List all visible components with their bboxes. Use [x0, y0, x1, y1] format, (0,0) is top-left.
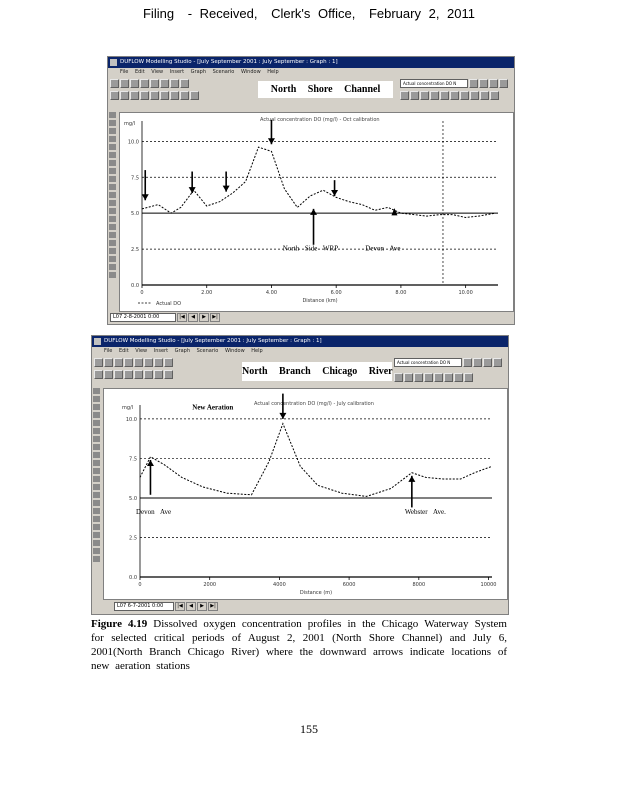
label-icon[interactable] — [93, 532, 100, 538]
page-header — [0, 6, 618, 21]
menu-help[interactable]: Help — [251, 348, 263, 354]
open-icon[interactable] — [120, 79, 129, 88]
save-icon[interactable] — [114, 358, 123, 367]
play-icon[interactable] — [400, 91, 409, 100]
discharge-icon[interactable] — [109, 208, 116, 214]
menu-graph[interactable]: Graph — [174, 348, 190, 354]
x-axis-label: Distance (m) — [299, 590, 333, 596]
siphon-icon[interactable] — [93, 468, 100, 474]
hand-icon[interactable] — [93, 412, 100, 418]
menu-view[interactable]: View — [151, 69, 164, 75]
print-icon[interactable] — [450, 91, 459, 100]
y-axis-label: mg/l — [122, 405, 134, 411]
new-aeration-note: New Aeration — [192, 403, 234, 412]
toolbar-right — [394, 357, 502, 368]
y-tick-label: 5.0 — [129, 495, 137, 502]
grid-icon[interactable] — [114, 370, 123, 379]
toolbar-right-2 — [400, 90, 499, 101]
zoom-in-icon[interactable] — [93, 396, 100, 402]
chart-icon[interactable] — [489, 79, 498, 88]
menu-view[interactable]: View — [135, 348, 148, 354]
x-tick-label: 4.00 — [265, 290, 278, 296]
left-tool-strip — [109, 112, 118, 278]
layer-icon[interactable] — [493, 358, 502, 367]
series-line — [142, 147, 495, 217]
pointer-icon[interactable] — [93, 388, 100, 394]
level-icon[interactable] — [93, 492, 100, 498]
y-tick-label: 2.5 — [129, 535, 137, 542]
next-icon[interactable]: ▶ — [199, 313, 209, 322]
menu-insert[interactable]: Insert — [169, 69, 185, 75]
y-axis-label: mg/l — [124, 121, 136, 127]
pan-icon[interactable] — [144, 370, 153, 379]
cut-icon[interactable] — [134, 358, 143, 367]
status-bar-2 — [114, 601, 218, 611]
pan-icon[interactable] — [160, 91, 169, 100]
x-tick-label: 8000 — [412, 582, 426, 588]
station-label-webster: Webster Ave. — [404, 507, 446, 516]
x-tick-label: 2.00 — [201, 290, 213, 296]
help-icon[interactable] — [464, 373, 473, 382]
station-icon[interactable] — [109, 248, 116, 254]
y-tick-label: 2.5 — [131, 247, 139, 254]
label-icon[interactable] — [109, 256, 116, 262]
header-office: Clerk's Office, — [271, 6, 356, 21]
grid-icon[interactable] — [130, 91, 139, 100]
prev-icon[interactable]: ◀ — [186, 602, 196, 611]
copy-icon[interactable] — [160, 79, 169, 88]
map-icon[interactable] — [440, 91, 449, 100]
print-icon[interactable] — [140, 79, 149, 88]
first-icon[interactable]: |◀ — [177, 313, 187, 322]
variable-dropdown[interactable]: Actual concentration DO N — [400, 79, 468, 88]
load-icon[interactable] — [109, 224, 116, 230]
print-icon[interactable] — [124, 358, 133, 367]
aeration-arrow-head — [189, 187, 196, 193]
paste-icon[interactable] — [170, 79, 179, 88]
station-arrow-head — [408, 476, 415, 482]
station-label-north-side: North Side WRP — [282, 244, 339, 253]
window-title: DUFLOW Modelling Studio - [July September 2001 : July September : Graph : 1] — [120, 59, 338, 65]
zoom-in-icon[interactable] — [109, 120, 116, 126]
toolbar-left-2 — [110, 90, 199, 101]
app-icon — [94, 338, 101, 345]
toolbar-right-2 — [394, 372, 473, 383]
time-field[interactable]: L07 6-7-2001 0:00 — [114, 602, 174, 611]
weir-icon[interactable] — [93, 436, 100, 442]
x-tick-label: 6000 — [342, 582, 356, 588]
time-field[interactable]: L07 2-8-2001 0:00 — [110, 313, 176, 322]
layer-icon[interactable] — [140, 91, 149, 100]
x-tick-label: 10.00 — [458, 290, 473, 296]
layer-icon[interactable] — [499, 79, 508, 88]
station-label-devon: Devon Ave — [365, 244, 401, 253]
chart-icon[interactable] — [483, 358, 492, 367]
menu-window[interactable]: Window — [240, 69, 261, 75]
aeration-arrow-head — [268, 138, 275, 144]
status-bar-1 — [110, 312, 220, 322]
graph-icon[interactable] — [94, 370, 103, 379]
x-tick-label: 0 — [140, 290, 144, 296]
last-icon[interactable]: ▶| — [208, 602, 218, 611]
aeration-arrow-head — [331, 190, 338, 196]
delete-icon[interactable] — [109, 272, 116, 278]
menu-window[interactable]: Window — [224, 348, 245, 354]
section-icon[interactable] — [93, 428, 100, 434]
prev-icon[interactable]: ◀ — [188, 313, 198, 322]
menu-file[interactable]: File — [104, 348, 113, 354]
menu-bar — [92, 347, 508, 356]
curve-label: Actual concentration DO (mg/l) - Oct calibration — [260, 117, 380, 123]
x-tick-label: 10000 — [480, 582, 497, 588]
run-icon[interactable] — [473, 358, 482, 367]
series-line — [140, 424, 492, 497]
chart-icon[interactable] — [444, 373, 453, 382]
header-received: - Received, — [187, 6, 258, 21]
gate-icon[interactable] — [93, 452, 100, 458]
map-icon[interactable] — [434, 373, 443, 382]
window-title-bar — [108, 57, 514, 68]
undo-icon[interactable] — [180, 79, 189, 88]
page-number: 155 — [300, 722, 318, 736]
menu-edit[interactable]: Edit — [134, 69, 145, 75]
graph-panel-2[interactable] — [103, 388, 508, 600]
y-tick-label: 10.0 — [127, 139, 139, 146]
zoom-icon[interactable] — [134, 370, 143, 379]
toolbar-right — [400, 78, 508, 89]
last-icon[interactable]: ▶| — [210, 313, 220, 322]
x-tick-label: 6.00 — [330, 290, 342, 296]
culvert-icon[interactable] — [109, 184, 116, 190]
table-icon[interactable] — [104, 370, 113, 379]
refresh-icon[interactable] — [170, 91, 179, 100]
menu-graph[interactable]: Graph — [190, 69, 206, 75]
figure-label: Figure 4.19 — [91, 618, 148, 630]
menu-insert[interactable]: Insert — [153, 348, 169, 354]
weir-icon[interactable] — [109, 160, 116, 166]
x-tick-label: 4000 — [273, 582, 286, 588]
new-icon[interactable] — [94, 358, 103, 367]
copy-icon[interactable] — [144, 358, 153, 367]
table-icon[interactable] — [120, 91, 129, 100]
aeration-arrow-head — [279, 413, 286, 419]
zoom-out-icon[interactable] — [109, 128, 116, 134]
chart-subtitle-1: North Shore Channel — [258, 81, 393, 98]
wind-icon[interactable] — [93, 508, 100, 514]
culvert-icon[interactable] — [93, 460, 100, 466]
next-icon[interactable]: ▶ — [197, 602, 207, 611]
save-icon[interactable] — [130, 79, 139, 88]
x-tick-label: 0 — [138, 582, 142, 588]
aeration-arrow-head — [142, 194, 149, 200]
figure-caption — [91, 617, 507, 673]
load-icon[interactable] — [93, 500, 100, 506]
node-icon[interactable] — [93, 420, 100, 426]
menu-edit[interactable]: Edit — [118, 348, 129, 354]
menu-scenario[interactable]: Scenario — [212, 69, 235, 75]
stop-icon[interactable] — [420, 91, 429, 100]
open-icon[interactable] — [104, 358, 113, 367]
level-icon[interactable] — [109, 216, 116, 222]
node-icon[interactable] — [109, 144, 116, 150]
delete-icon[interactable] — [93, 548, 100, 554]
zoom-out-icon[interactable] — [93, 404, 100, 410]
menu-bar — [108, 68, 514, 77]
step-icon[interactable] — [424, 373, 433, 382]
menu-help[interactable]: Help — [267, 69, 279, 75]
pointer-icon[interactable] — [109, 112, 116, 118]
layer-icon[interactable] — [124, 370, 133, 379]
left-tool-strip — [93, 388, 102, 562]
rain-icon[interactable] — [93, 516, 100, 522]
window-title-bar — [92, 336, 508, 347]
stop-icon[interactable] — [414, 373, 423, 382]
section-icon[interactable] — [109, 152, 116, 158]
step-icon[interactable] — [430, 91, 439, 100]
y-tick-label: 7.5 — [129, 456, 137, 463]
chart-subtitle-2: North Branch Chicago River — [242, 362, 392, 381]
measure-icon[interactable] — [93, 540, 100, 546]
station-arrow-head — [310, 209, 317, 215]
storage-icon[interactable] — [93, 476, 100, 482]
pump-icon[interactable] — [109, 168, 116, 174]
y-tick-label: 5.0 — [131, 211, 139, 218]
discharge-icon[interactable] — [93, 484, 100, 490]
pause-icon[interactable] — [404, 373, 413, 382]
settings-icon[interactable] — [180, 91, 189, 100]
chart-north-branch — [104, 389, 507, 599]
cut-icon[interactable] — [150, 79, 159, 88]
zoom-icon[interactable] — [150, 91, 159, 100]
x-axis-label: Distance (km) — [302, 298, 338, 304]
settings-icon[interactable] — [164, 370, 173, 379]
chart-north-shore — [120, 113, 513, 311]
x-tick-label: 2000 — [203, 582, 217, 588]
chevron-down-icon[interactable] — [469, 79, 478, 88]
screenshot-north-branch — [91, 335, 509, 615]
header-date: February 2, 2011 — [368, 6, 475, 21]
play-icon[interactable] — [394, 373, 403, 382]
wind-icon[interactable] — [109, 232, 116, 238]
window-title: DUFLOW Modelling Studio - [July September 2001 : July September : Graph : 1] — [104, 338, 322, 344]
y-tick-label: 7.5 — [131, 175, 139, 182]
undo-icon[interactable] — [164, 358, 173, 367]
station-icon[interactable] — [93, 524, 100, 530]
menu-file[interactable]: File — [120, 69, 129, 75]
filter-icon[interactable] — [190, 91, 199, 100]
x-tick-label: 8.00 — [395, 290, 407, 296]
variable-dropdown[interactable]: Actual concentration DO N — [394, 358, 462, 367]
paste-icon[interactable] — [154, 358, 163, 367]
export-icon[interactable] — [93, 556, 100, 562]
curve-label: Actual concentration DO (mg/l) - July calibration — [254, 401, 374, 407]
gate-icon[interactable] — [109, 176, 116, 182]
first-icon[interactable]: |◀ — [175, 602, 185, 611]
legend-label: Actual DO — [156, 301, 182, 307]
rain-icon[interactable] — [109, 240, 116, 246]
run-icon[interactable] — [479, 79, 488, 88]
pause-icon[interactable] — [410, 91, 419, 100]
refresh-icon[interactable] — [154, 370, 163, 379]
table-icon[interactable] — [454, 373, 463, 382]
figure-text: Dissolved oxygen concentration profiles in the Chicago Waterway System for selected critical periods of August 2, 2001 (North Shore Channel) and July 6, 2001(North Branch Chicago River) where the downward arrows indicate locations of new aeration stations — [91, 618, 507, 672]
y-tick-label: 10.0 — [125, 416, 137, 423]
graph-icon[interactable] — [110, 91, 119, 100]
toolbar-left-2 — [94, 369, 173, 380]
app-icon — [110, 59, 117, 66]
hand-icon[interactable] — [109, 136, 116, 142]
table-icon[interactable] — [470, 91, 479, 100]
aeration-arrow-head — [223, 186, 230, 192]
station-label-devon: Devon Ave — [136, 507, 172, 516]
chart-icon[interactable] — [460, 91, 469, 100]
header-filing: Filing — [142, 6, 175, 21]
y-tick-label: 0.0 — [129, 575, 137, 581]
storage-icon[interactable] — [109, 200, 116, 206]
measure-icon[interactable] — [109, 264, 116, 270]
siphon-icon[interactable] — [109, 192, 116, 198]
close-icon[interactable] — [480, 91, 489, 100]
chevron-down-icon[interactable] — [463, 358, 472, 367]
y-tick-label: 0.0 — [131, 283, 139, 289]
toolbar-left — [110, 78, 189, 89]
menu-scenario[interactable]: Scenario — [196, 348, 219, 354]
new-icon[interactable] — [110, 79, 119, 88]
toolbar-left — [94, 357, 173, 368]
pump-icon[interactable] — [93, 444, 100, 450]
screenshot-north-shore — [107, 56, 515, 325]
help-icon[interactable] — [490, 91, 499, 100]
graph-panel-1[interactable] — [119, 112, 514, 312]
